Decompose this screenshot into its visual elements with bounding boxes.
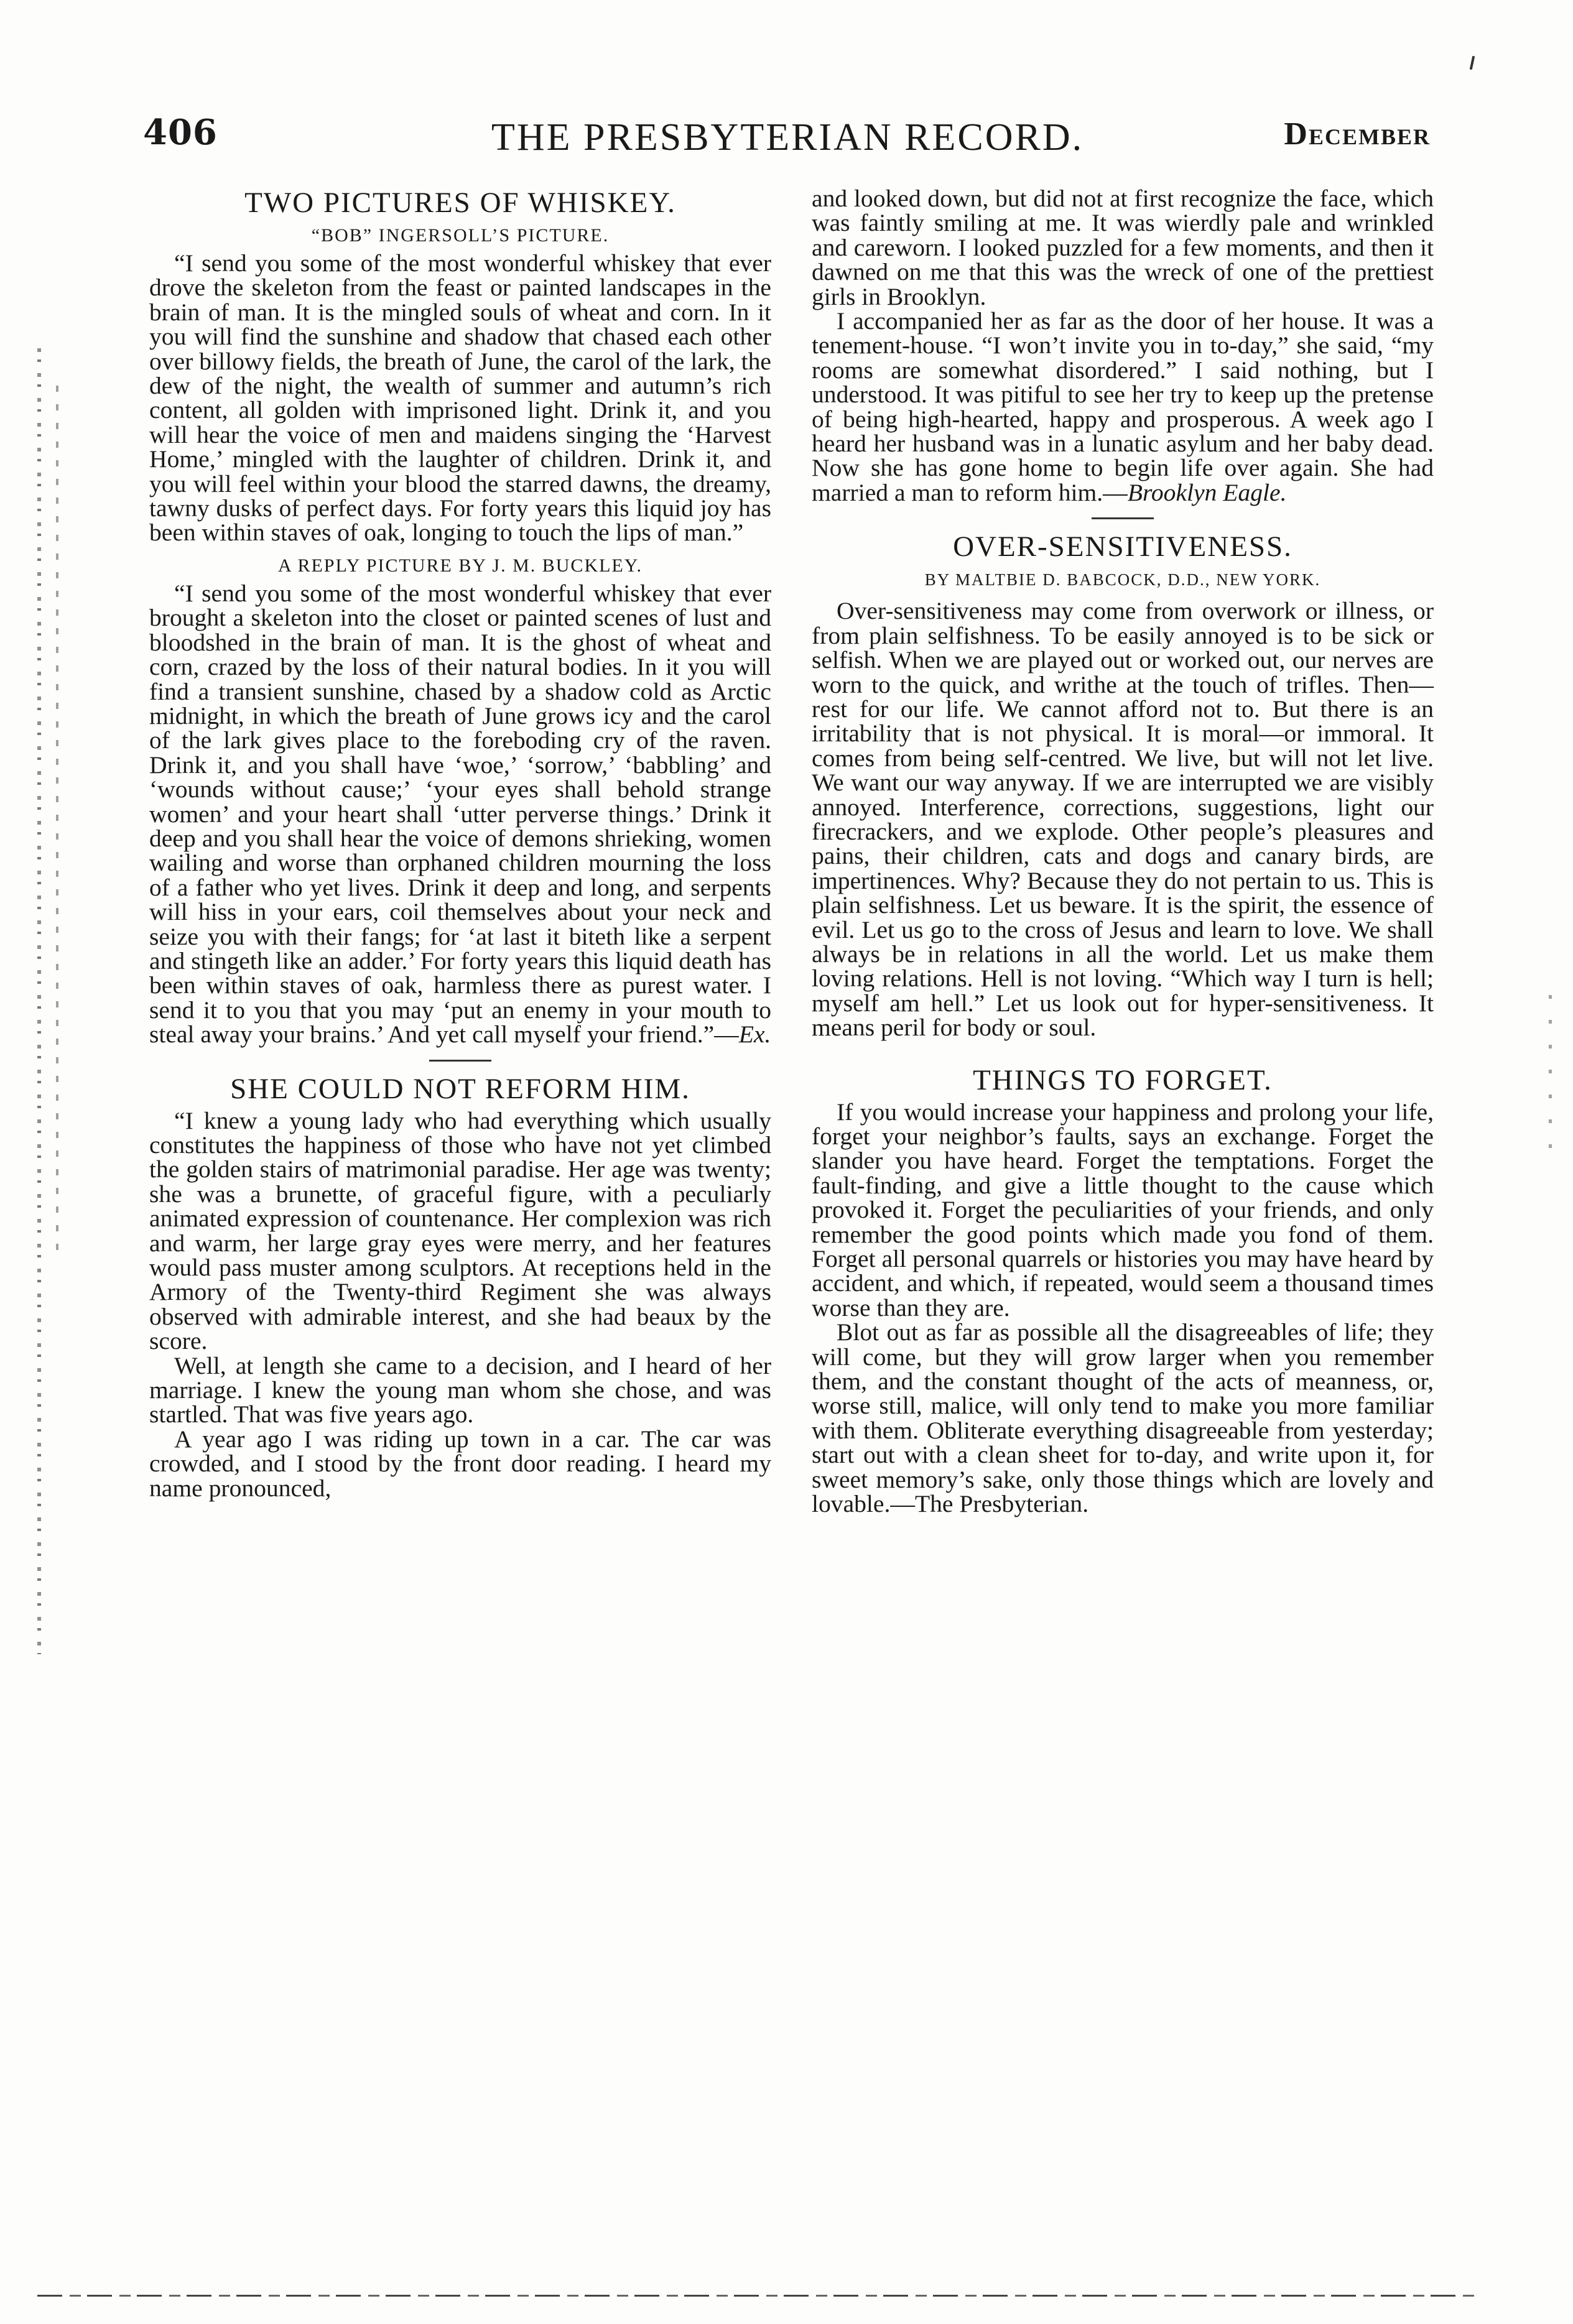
article-two-pictures-of-whiskey — [149, 187, 771, 1047]
article-paragraph: Well, at length she came to a decision, and I heard of her marriage. I knew the young man whom she chose, and was startled. That was five years ago. — [149, 1351, 771, 1428]
article-paragraph — [149, 581, 771, 1047]
article-title: TWO PICTURES OF WHISKEY. — [244, 187, 676, 219]
section-divider — [429, 1060, 491, 1062]
article-over-sensitiveness — [812, 530, 1434, 1040]
article-source: Ex. — [738, 1021, 771, 1049]
article-paragraph: “I send you some of the most wonderful whiskey that ever drove the skeleton from the feast or painted landscapes in the brain of man. It is the mingled souls of wheat and corn. In it you will find the sunshine and shadow that chased each other over billowy fields, the breath of June, the carol of the lark, the dew of the night, the wealth of summer and autumn’s rich content, all golden with imprisoned light. Drink it, and you will hear the voice of men and maidens singing the ‘Harvest Home,’ mingled with the laughter of children. Drink it, and you will feel within your blood the starred dawns, the dreamy, tawny dusks of perfect days. For forty years this liquid joy has been within staves of oak, longing to touch the lips of man.” — [149, 249, 771, 547]
article-she-could-not-reform-him — [149, 1073, 771, 1501]
section-divider — [1092, 517, 1154, 519]
binding-edge-marks-secondary — [56, 386, 58, 1256]
article-title: OVER-SENSITIVENESS. — [953, 530, 1292, 563]
bottom-edge-rule — [37, 2295, 1480, 2297]
left-column — [149, 187, 771, 1501]
margin-marks — [1549, 995, 1552, 1150]
article-paragraph: A year ago I was riding up town in a car. The car was crowded, and I stood by the front door reading. I heard my name pronounced, — [149, 1425, 771, 1502]
page-number: 406 — [143, 112, 218, 153]
article-title: THINGS TO FORGET. — [973, 1063, 1273, 1096]
article-paragraph: Blot out as far as possible all the disagreeables of life; they will come, but they will grow larger when you remember them, and the constant thought of the acts of meanness, or, worse still, malice, will only tend to make you more familiar with them. Obliterate everything disagreeable from yesterday; start out with a clean sheet for to-day, and write upon it, for sweet memory’s sake, only those things which are lovely and lovable.—The Presbyterian. — [812, 1318, 1434, 1518]
article-she-could-not-reform-him-continued — [812, 187, 1434, 505]
right-column — [812, 187, 1434, 1517]
binding-edge-marks — [37, 348, 41, 1654]
article-paragraph: and looked down, but did not at first recognize the face, which was faintly smiling at me. It was wierdly pale and wrinkled and careworn. I looked puzzled for a few moments, and then it dawned on me that this was the wreck of one of the prettiest girls in Brooklyn. — [812, 185, 1434, 310]
article-paragraph — [812, 309, 1434, 505]
article-things-to-forget — [812, 1064, 1434, 1517]
article-paragraph: “I knew a young lady who had everything which usually constitutes the happiness of those who have not yet climbed the golden stairs of matrimonial paradise. Her age was twenty; she was a brunette, of graceful figure, with a peculiarly animated expression of countenance. Her complexion was rich and warm, her large gray eyes were merry, and her features would pass muster among sculptors. At receptions held in the Armory of the Twenty-third Regiment she was always observed with admirable interest, and she had beaux by the score. — [149, 1106, 771, 1355]
article-source: Brooklyn Eagle. — [1127, 478, 1287, 506]
article-title: SHE COULD NOT REFORM HIM. — [230, 1072, 690, 1105]
article-subtitle: “BOB” INGERSOLL’S PICTURE. — [311, 225, 610, 246]
paragraph-text: I accompanied her as far as the door of her house. It was a tenement-house. “I won’t invite you in to-day,” she said, “my rooms are somewhat disordered.” I said nothing, but I understood. It was pitiful to see her try to keep up the pretense of being high-hearted, happy and prosperous. A week ago I heard her husband was in a lunatic asylum and her baby dead. Now she has gone home to begin life over again. She had married a man to reform him.— — [812, 307, 1434, 506]
article-subtitle: A REPLY PICTURE BY J. M. BUCKLEY. — [277, 555, 643, 576]
article-byline: BY MALTBIE D. BABCOCK, D.D., NEW YORK. — [924, 570, 1321, 590]
article-paragraph: If you would increase your happiness and prolong your life, forget your neighbor’s faults, says an exchange. Forget the slander you have heard. Forget the temptations. Forget the fault-finding, and give a little thought to the cause which provoked it. Forget the peculiarities of your friends, and only remember the good points which made you fond of them. Forget all personal quarrels or histories you may have heard by accident, and which, if repeated, would seem a thousand times worse than they are. — [812, 1098, 1434, 1322]
corner-mark — [1470, 56, 1475, 70]
paragraph-text: “I send you some of the most wonderful whiskey that ever brought a skeleton into the closet or painted scenes of lust and bloodshed in the brain of man. It is the ghost of wheat and corn, crazed by the loss of their natural bodies. In it you will find a transient sunshine, chased by a shadow cold as Arctic midnight, in which the breath of June grows icy and the carol of the lark gives place to the foreboding cry of the raven. Drink it, and you shall have ‘woe,’ ‘sorrow,’ ‘babbling’ and ‘wounds without cause;’ ‘your eyes shall behold strange women’ and your heart shall ‘utter perverse things.’ Drink it deep and you shall hear the voice of demons shrieking, women wailing and worse than orphaned children mourning the loss of a father who yet lives. Drink it deep and long, and serpents will hiss in your ears, coil themselves about your neck and seize you with their fangs; for ‘at last it biteth like a serpent and stingeth like an adder.’ For forty years this liquid death has been within staves of oak, harmless there as purest water. I send it to you that you may ‘put an enemy in your mouth to steal away your brains.’ And yet call myself your friend.”— — [149, 579, 771, 1049]
article-paragraph: Over-sensitiveness may come from overwork or illness, or from plain selfishness. To be easily annoyed is to be sick or selfish. When we are played out or worked out, our nerves are worn to the quick, and writhe at the touch of trifles. Then—rest for our life. We cannot afford not to. But there is an irritability that is not physical. It is moral—or immoral. It comes from being self-centred. We live, but will not let live. We want our way anyway. If we are interrupted we are visibly annoyed. Interference, corrections, suggestions, light our firecrackers, and we explode. Other people’s pleasures and pains, their children, cats and dogs and canary birds, are impertinences. Why? Because they do not pertain to us. This is plain selfishness. Let us beware. It is the spirit, the essence of evil. Let us go to the cross of Jesus and learn to love. We shall always be in relations in all the world. Let us make them loving relations. Hell is not loving. “Which way I turn is hell; myself am hell.” Let us look out for hyper-sensitiveness. It means peril for body or soul. — [812, 597, 1434, 1042]
journal-title: THE PRESBYTERIAN RECORD. — [491, 116, 1084, 159]
issue-month: December — [1284, 116, 1431, 152]
page-header — [143, 112, 1431, 168]
